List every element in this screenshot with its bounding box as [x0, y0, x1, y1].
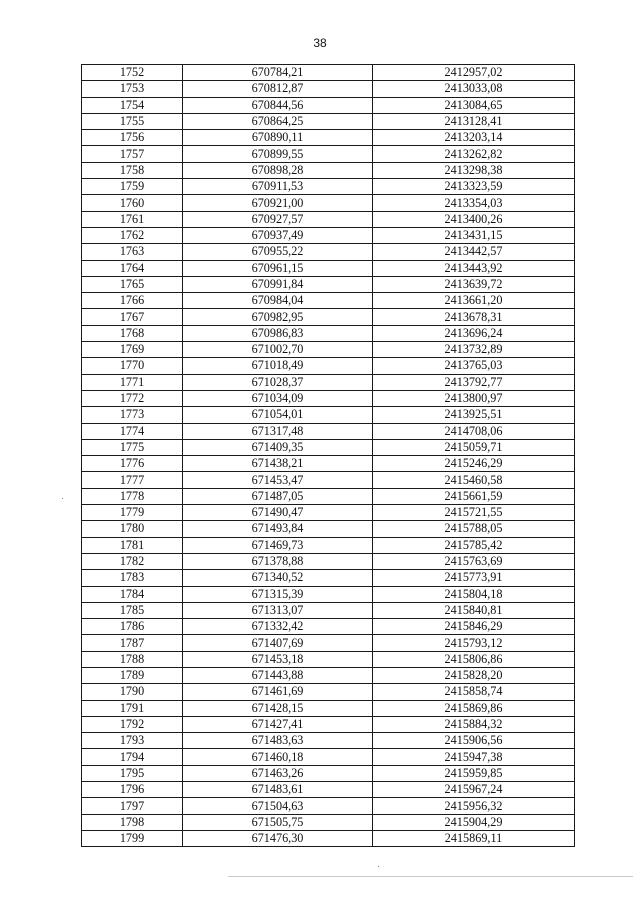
point-number-cell: 1790	[82, 684, 183, 700]
table-row	[82, 521, 575, 537]
x-coordinate-cell: 671034,09	[183, 390, 373, 406]
x-coordinate-cell: 671340,52	[183, 570, 373, 586]
table-row	[82, 407, 575, 423]
y-coordinate-cell: 2415804,18	[373, 586, 575, 602]
table-row	[82, 586, 575, 602]
x-coordinate-cell: 670911,53	[183, 179, 373, 195]
point-number-cell: 1794	[82, 749, 183, 765]
table-row	[82, 830, 575, 846]
point-number-cell: 1780	[82, 521, 183, 537]
x-coordinate-cell: 671332,42	[183, 619, 373, 635]
y-coordinate-cell: 2413323,59	[373, 179, 575, 195]
point-number-cell: 1776	[82, 456, 183, 472]
point-number-cell: 1760	[82, 195, 183, 211]
y-coordinate-cell: 2413925,51	[373, 407, 575, 423]
scan-speck	[378, 866, 379, 867]
x-coordinate-cell: 671493,84	[183, 521, 373, 537]
x-coordinate-cell: 671490,47	[183, 505, 373, 521]
y-coordinate-cell: 2413400,26	[373, 211, 575, 227]
y-coordinate-cell: 2413443,92	[373, 260, 575, 276]
point-number-cell: 1798	[82, 814, 183, 830]
table-row	[82, 570, 575, 586]
y-coordinate-cell: 2413678,31	[373, 309, 575, 325]
point-number-cell: 1799	[82, 830, 183, 846]
point-number-cell: 1784	[82, 586, 183, 602]
y-coordinate-cell: 2415788,05	[373, 521, 575, 537]
table-row	[82, 733, 575, 749]
y-coordinate-cell: 2415806,86	[373, 651, 575, 667]
x-coordinate-cell: 670784,21	[183, 65, 373, 81]
table-row	[82, 358, 575, 374]
point-number-cell: 1756	[82, 130, 183, 146]
y-coordinate-cell: 2413128,41	[373, 113, 575, 129]
table-row	[82, 97, 575, 113]
table-row	[82, 651, 575, 667]
point-number-cell: 1773	[82, 407, 183, 423]
point-number-cell: 1771	[82, 374, 183, 390]
point-number-cell: 1781	[82, 537, 183, 553]
y-coordinate-cell: 2413732,89	[373, 342, 575, 358]
y-coordinate-cell: 2415884,32	[373, 716, 575, 732]
table-row	[82, 342, 575, 358]
table-row	[82, 179, 575, 195]
y-coordinate-cell: 2415793,12	[373, 635, 575, 651]
table-row	[82, 325, 575, 341]
table-row	[82, 293, 575, 309]
x-coordinate-cell: 671409,35	[183, 439, 373, 455]
point-number-cell: 1763	[82, 244, 183, 260]
point-number-cell: 1793	[82, 733, 183, 749]
page-number: 38	[313, 36, 327, 50]
table-row	[82, 782, 575, 798]
table-row	[82, 211, 575, 227]
x-coordinate-cell: 670937,49	[183, 227, 373, 243]
y-coordinate-cell: 2415869,86	[373, 700, 575, 716]
x-coordinate-cell: 671460,18	[183, 749, 373, 765]
y-coordinate-cell: 2413661,20	[373, 293, 575, 309]
y-coordinate-cell: 2415721,55	[373, 505, 575, 521]
y-coordinate-cell: 2413084,65	[373, 97, 575, 113]
point-number-cell: 1761	[82, 211, 183, 227]
table-row	[82, 260, 575, 276]
point-number-cell: 1764	[82, 260, 183, 276]
x-coordinate-cell: 671028,37	[183, 374, 373, 390]
table-row	[82, 619, 575, 635]
table-row	[82, 113, 575, 129]
point-number-cell: 1766	[82, 293, 183, 309]
x-coordinate-cell: 670844,56	[183, 97, 373, 113]
x-coordinate-cell: 670921,00	[183, 195, 373, 211]
y-coordinate-cell: 2413298,38	[373, 162, 575, 178]
x-coordinate-cell: 671427,41	[183, 716, 373, 732]
table-row	[82, 472, 575, 488]
point-number-cell: 1783	[82, 570, 183, 586]
x-coordinate-cell: 671461,69	[183, 684, 373, 700]
point-number-cell: 1753	[82, 81, 183, 97]
y-coordinate-cell: 2413765,03	[373, 358, 575, 374]
y-coordinate-cell: 2415763,69	[373, 553, 575, 569]
table-row	[82, 65, 575, 81]
point-number-cell: 1796	[82, 782, 183, 798]
point-number-cell: 1769	[82, 342, 183, 358]
y-coordinate-cell: 2413800,97	[373, 390, 575, 406]
x-coordinate-cell: 670991,84	[183, 276, 373, 292]
x-coordinate-cell: 670986,83	[183, 325, 373, 341]
table-row	[82, 798, 575, 814]
table-row	[82, 439, 575, 455]
table-row	[82, 162, 575, 178]
point-number-cell: 1768	[82, 325, 183, 341]
y-coordinate-cell: 2415947,38	[373, 749, 575, 765]
y-coordinate-cell: 2413792,77	[373, 374, 575, 390]
x-coordinate-cell: 671443,88	[183, 667, 373, 683]
point-number-cell: 1758	[82, 162, 183, 178]
x-coordinate-cell: 671453,47	[183, 472, 373, 488]
x-coordinate-cell: 671317,48	[183, 423, 373, 439]
y-coordinate-cell: 2415246,29	[373, 456, 575, 472]
table-row	[82, 814, 575, 830]
x-coordinate-cell: 670899,55	[183, 146, 373, 162]
x-coordinate-cell: 670961,15	[183, 260, 373, 276]
point-number-cell: 1757	[82, 146, 183, 162]
x-coordinate-cell: 671054,01	[183, 407, 373, 423]
point-number-cell: 1772	[82, 390, 183, 406]
x-coordinate-cell: 671407,69	[183, 635, 373, 651]
point-number-cell: 1778	[82, 488, 183, 504]
coordinates-table-body	[82, 65, 575, 847]
y-coordinate-cell: 2415773,91	[373, 570, 575, 586]
point-number-cell: 1788	[82, 651, 183, 667]
x-coordinate-cell: 671378,88	[183, 553, 373, 569]
x-coordinate-cell: 671428,15	[183, 700, 373, 716]
coordinates-table	[81, 64, 575, 847]
y-coordinate-cell: 2415858,74	[373, 684, 575, 700]
y-coordinate-cell: 2413354,03	[373, 195, 575, 211]
x-coordinate-cell: 670955,22	[183, 244, 373, 260]
point-number-cell: 1782	[82, 553, 183, 569]
point-number-cell: 1797	[82, 798, 183, 814]
point-number-cell: 1770	[82, 358, 183, 374]
point-number-cell: 1762	[82, 227, 183, 243]
point-number-cell: 1777	[82, 472, 183, 488]
x-coordinate-cell: 671505,75	[183, 814, 373, 830]
table-row	[82, 488, 575, 504]
table-row	[82, 700, 575, 716]
point-number-cell: 1787	[82, 635, 183, 651]
y-coordinate-cell: 2414708,06	[373, 423, 575, 439]
table-row	[82, 602, 575, 618]
table-row	[82, 537, 575, 553]
point-number-cell: 1786	[82, 619, 183, 635]
point-number-cell: 1791	[82, 700, 183, 716]
point-number-cell: 1789	[82, 667, 183, 683]
point-number-cell: 1759	[82, 179, 183, 195]
y-coordinate-cell: 2412957,02	[373, 65, 575, 81]
point-number-cell: 1754	[82, 97, 183, 113]
table-row	[82, 309, 575, 325]
point-number-cell: 1765	[82, 276, 183, 292]
table-row	[82, 456, 575, 472]
table-row	[82, 276, 575, 292]
x-coordinate-cell: 670927,57	[183, 211, 373, 227]
table-row	[82, 390, 575, 406]
table-row	[82, 553, 575, 569]
table-row	[82, 667, 575, 683]
scan-speck	[62, 498, 63, 499]
y-coordinate-cell: 2415967,24	[373, 782, 575, 798]
y-coordinate-cell: 2415904,29	[373, 814, 575, 830]
point-number-cell: 1779	[82, 505, 183, 521]
x-coordinate-cell: 671018,49	[183, 358, 373, 374]
point-number-cell: 1767	[82, 309, 183, 325]
y-coordinate-cell: 2415869,11	[373, 830, 575, 846]
y-coordinate-cell: 2413696,24	[373, 325, 575, 341]
table-row	[82, 684, 575, 700]
table-row	[82, 195, 575, 211]
y-coordinate-cell: 2413203,14	[373, 130, 575, 146]
y-coordinate-cell: 2415906,56	[373, 733, 575, 749]
table-row	[82, 749, 575, 765]
x-coordinate-cell: 670812,87	[183, 81, 373, 97]
point-number-cell: 1775	[82, 439, 183, 455]
x-coordinate-cell: 671487,05	[183, 488, 373, 504]
x-coordinate-cell: 671315,39	[183, 586, 373, 602]
table-row	[82, 423, 575, 439]
table-row	[82, 244, 575, 260]
table-row	[82, 765, 575, 781]
x-coordinate-cell: 671453,18	[183, 651, 373, 667]
y-coordinate-cell: 2415846,29	[373, 619, 575, 635]
point-number-cell: 1774	[82, 423, 183, 439]
x-coordinate-cell: 670898,28	[183, 162, 373, 178]
point-number-cell: 1792	[82, 716, 183, 732]
x-coordinate-cell: 670984,04	[183, 293, 373, 309]
x-coordinate-cell: 671002,70	[183, 342, 373, 358]
bottom-rule	[228, 876, 633, 877]
x-coordinate-cell: 671469,73	[183, 537, 373, 553]
x-coordinate-cell: 671438,21	[183, 456, 373, 472]
table-row	[82, 130, 575, 146]
table-row	[82, 374, 575, 390]
x-coordinate-cell: 670864,25	[183, 113, 373, 129]
y-coordinate-cell: 2413033,08	[373, 81, 575, 97]
point-number-cell: 1785	[82, 602, 183, 618]
table-row	[82, 635, 575, 651]
table-row	[82, 81, 575, 97]
point-number-cell: 1795	[82, 765, 183, 781]
y-coordinate-cell: 2413262,82	[373, 146, 575, 162]
y-coordinate-cell: 2415959,85	[373, 765, 575, 781]
y-coordinate-cell: 2415460,58	[373, 472, 575, 488]
y-coordinate-cell: 2413639,72	[373, 276, 575, 292]
y-coordinate-cell: 2413442,57	[373, 244, 575, 260]
table-row	[82, 146, 575, 162]
x-coordinate-cell: 671483,63	[183, 733, 373, 749]
y-coordinate-cell: 2413431,15	[373, 227, 575, 243]
table-row	[82, 227, 575, 243]
x-coordinate-cell: 671483,61	[183, 782, 373, 798]
y-coordinate-cell: 2415661,59	[373, 488, 575, 504]
x-coordinate-cell: 671463,26	[183, 765, 373, 781]
point-number-cell: 1755	[82, 113, 183, 129]
y-coordinate-cell: 2415059,71	[373, 439, 575, 455]
y-coordinate-cell: 2415828,20	[373, 667, 575, 683]
point-number-cell: 1752	[82, 65, 183, 81]
x-coordinate-cell: 671313,07	[183, 602, 373, 618]
table-row	[82, 716, 575, 732]
x-coordinate-cell: 670890,11	[183, 130, 373, 146]
y-coordinate-cell: 2415956,32	[373, 798, 575, 814]
x-coordinate-cell: 671476,30	[183, 830, 373, 846]
table-row	[82, 505, 575, 521]
x-coordinate-cell: 671504,63	[183, 798, 373, 814]
x-coordinate-cell: 670982,95	[183, 309, 373, 325]
y-coordinate-cell: 2415785,42	[373, 537, 575, 553]
y-coordinate-cell: 2415840,81	[373, 602, 575, 618]
